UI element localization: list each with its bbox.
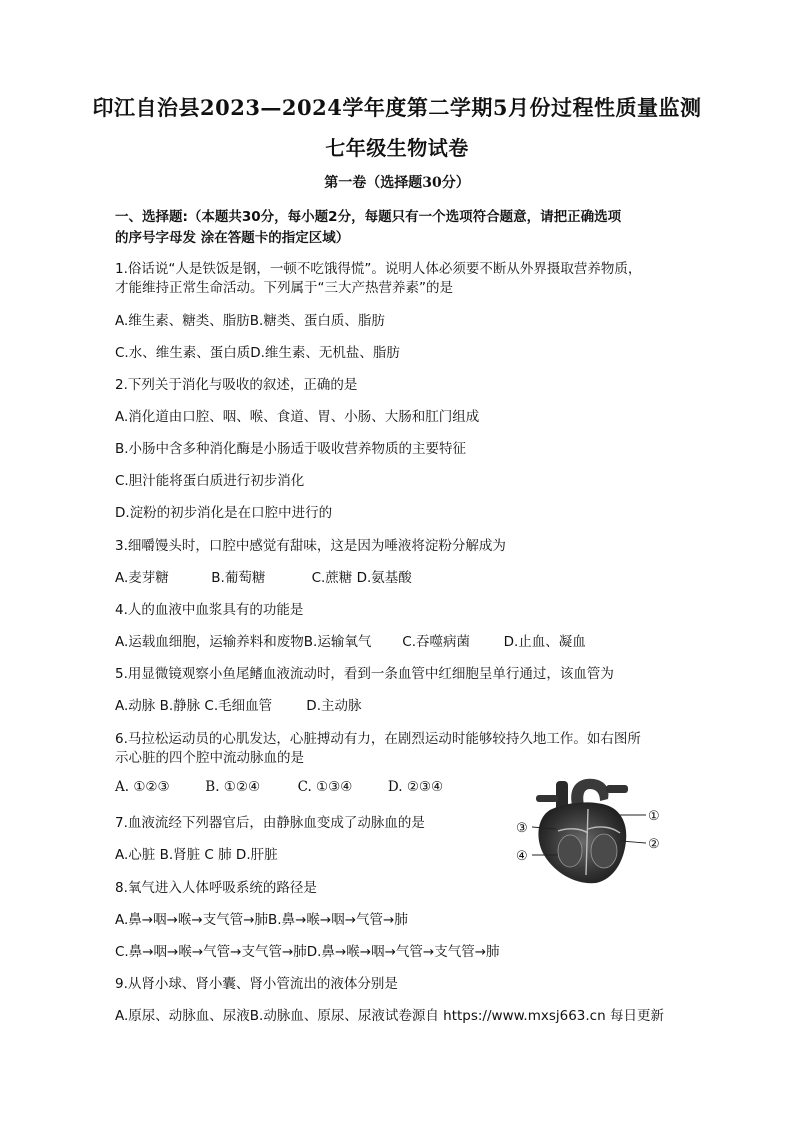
q2-stem: 2.下列关于消化与吸收的叙述，正确的是 [115, 377, 358, 393]
q5-options [115, 694, 361, 714]
q3-stem: 3.细嚼馒头时，口腔中感觉有甜味，这是因为唾液将淀粉分解成为 [115, 538, 506, 554]
pulmonary-vessel-shape-2 [536, 795, 558, 802]
q7-stem: 7.血液流经下列器官后，由静脉血变成了动脉血的是 [115, 815, 425, 831]
q4-option-d: D.止血、凝血 [503, 634, 586, 650]
q4-options [115, 630, 586, 650]
q4-option-c: C.吞噬病菌 [402, 634, 471, 650]
chamber-shape-2 [591, 834, 617, 868]
q1-options-cd: C.水、维生素、蛋白质D.维生素、无机盐、脂肪 [115, 345, 400, 361]
q5-option-abc: A.动脉 B.静脉 C.毛细血管 [115, 698, 273, 714]
q2-option-c: C.胆汁能将蛋白质进行初步消化 [115, 473, 305, 489]
q8-stem: 8.氧气进入人体呼吸系统的路径是 [115, 880, 317, 896]
q8-options-cd: C.鼻→咽→喉→气管→支气管→肺D.鼻→喉→咽→气管→支气管→肺 [115, 944, 500, 960]
chamber-shape [558, 835, 582, 867]
q3-option-b: B.葡萄糖 [211, 570, 266, 586]
q6-option-c: C. ①③④ [297, 779, 353, 795]
q5-stem: 5.用显微镜观察小鱼尾鳍血液流动时，看到一条血管中红细胞呈单行通过，该血管为 [115, 666, 614, 682]
figure-label-2: ② [648, 837, 660, 852]
q1-stem-line1: 1.俗话说“人是铁饭是钢，一顿不吃饿得慌”。说明人体必须要不断从外界摄取营养物质， [115, 261, 642, 277]
section-heading-line2: 的序号字母发 涂在答题卡的指定区域） [115, 230, 350, 246]
q9-stem: 9.从肾小球、肾小囊、肾小管流出的液体分别是 [115, 976, 398, 992]
section-heading-line1: 一、选择题:（本题共30分，每小题2分，每题只有一个选项符合题意，请把正确选项 [115, 209, 622, 225]
figure-label-4: ④ [516, 849, 528, 864]
q1-options-ab: A.维生素、糖类、脂肪B.糖类、蛋白质、脂肪 [115, 313, 385, 329]
aorta-shape [571, 779, 608, 805]
part-heading: 第一卷（选择题30分） [324, 175, 470, 191]
q6-options [115, 779, 443, 795]
q2-option-d: D.淀粉的初步消化是在口腔中进行的 [115, 505, 333, 521]
q6-option-d: D. ②③④ [387, 779, 444, 795]
q4-option-ab: A.运载血细胞，运输养料和废物B.运输氧气 [115, 634, 372, 650]
q9-options: A.原尿、动脉血、尿液B.动脉血、原尿、尿液试卷源自 https://www.mxsj663.cn 每日更新 [115, 1008, 664, 1024]
q7-options: A.心脏 B.肾脏 C 肺 D.肝脏 [115, 847, 278, 863]
exam-title: 印江自治县2023—2024学年度第二学期5月份过程性质量监测 [92, 95, 702, 120]
q5-option-d: D.主动脉 [306, 698, 362, 714]
q2-option-a: A.消化道由口腔、咽、喉、食道、胃、小肠、大肠和肛门组成 [115, 409, 480, 425]
q4-stem: 4.人的血液中血浆具有的功能是 [115, 602, 304, 618]
figure-label-1: ① [648, 809, 660, 824]
q1-stem-line2: 才能维持正常生命活动。下列属于“三大产热营养素”的是 [115, 280, 453, 296]
q6-option-a: A. ①②③ [115, 779, 170, 795]
figure-label-3: ③ [516, 821, 528, 836]
q6-stem-line1: 6.马拉松运动员的心肌发达，心脏搏动有力，在剧烈运动时能够较持久地工作。如右图所 [115, 731, 641, 747]
q3-option-cd: C.蔗糖 D.氨基酸 [311, 570, 412, 586]
q6-stem-line2: 示心脏的四个腔中流动脉血的是 [115, 750, 304, 766]
q3-options [115, 566, 412, 586]
q3-option-a: A.麦芽糖 [115, 570, 169, 586]
exam-subtitle: 七年级生物试卷 [325, 136, 469, 160]
heart-diagram [508, 775, 668, 887]
q2-option-b: B.小肠中含多种消化酶是小肠适于吸收营养物质的主要特征 [115, 441, 467, 457]
pulmonary-vessel-shape [606, 785, 628, 793]
q6-option-b: B. ①②④ [205, 779, 261, 795]
q8-options-ab: A.鼻→咽→喉→支气管→肺B.鼻→喉→咽→气管→肺 [115, 912, 408, 928]
